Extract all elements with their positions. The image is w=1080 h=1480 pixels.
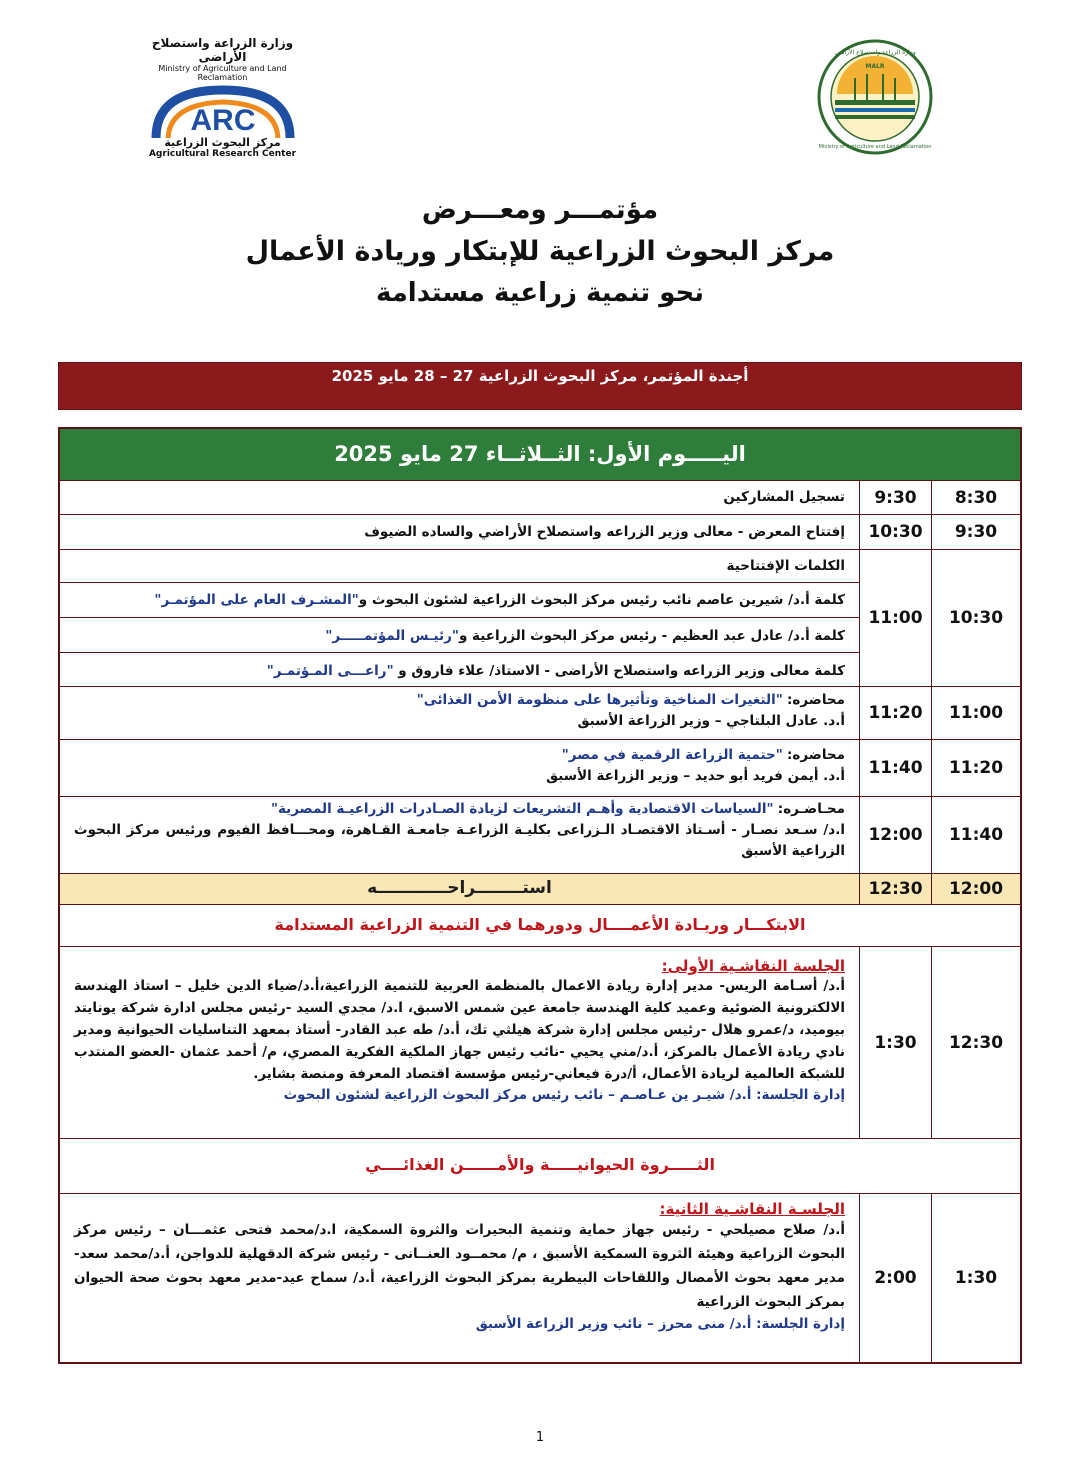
lecture-topic: "التغيرات المناخية وتأثيرها على منظومة الأمن الغذائى": [416, 692, 783, 708]
session-title: الجلسة النقاشـية الأولى:: [661, 957, 845, 975]
seal-ring-text-en: Ministry of Agriculture and Land Reclamation: [818, 144, 932, 150]
start-time: 1:30: [954, 1268, 998, 1288]
speech-role: "راعـــى المـؤتمـر": [266, 663, 394, 679]
speech-role: "المشـرف العام على المؤتمـر": [154, 592, 359, 608]
lecture-speaker: أ.د. عادل البلتاجي – وزير الزراعة الأسبق: [577, 713, 845, 729]
end-time: 12:30: [868, 879, 923, 899]
end-time: 12:00: [868, 825, 923, 845]
section-title: الابتكـــار وريـادة الأعمــــال ودورهما في التنمية الزراعية المستدامة: [274, 915, 806, 934]
end-time: 11:20: [868, 703, 923, 723]
speech-text: كلمة معالى وزير الزراعه واستصلاح الأراضى - الاستاذ/ علاء فاروق و: [393, 663, 845, 679]
session-title: الجلسـة النقاشـية الثانية:: [659, 1200, 845, 1218]
ministry-seal-icon: [805, 38, 945, 156]
lecture-topic: "حتمية الزراعة الرقمية في مصر": [561, 747, 783, 763]
title-line-3: نحو تنمية زراعية مستدامة: [375, 278, 705, 308]
speeches-heading: الكلمات الإفتتاحية: [726, 558, 845, 574]
speech-item: [60, 617, 859, 652]
start-time: 11:40: [948, 825, 1004, 845]
center-name-ar: مركز البحوث الزراعية: [164, 136, 281, 149]
table-row: [60, 686, 1020, 739]
table-row: [60, 873, 1020, 904]
speech-text: كلمة أ.د/ عادل عبد العظيم - رئيس مركز البحوث الزراعية و: [458, 628, 845, 644]
speech-text: كلمة أ.د/ شيرين عاصم نائب رئيس مركز البحوث الزراعية لشئون البحوث و: [358, 592, 845, 608]
arc-logo: [140, 36, 305, 159]
seal-center-text: MALR: [865, 63, 885, 70]
seal-ring-text: وزارة الزراعة واستصلاح الأراضى: [834, 49, 916, 56]
lecture-speaker: ا.د/ سـعد نصـار - أسـتاذ الاقتصـاد الـزراعى بكليـة الزراعـة جامعـة القـاهرة، ومحـــافظ الفيوم ورئيس مركز البحوث الزراعية الأسبق: [74, 822, 845, 859]
ministry-name-ar: وزارة الزراعة واستصلاح الأراضى: [151, 36, 294, 64]
table-row: [60, 739, 1020, 796]
row-description: إفتتاح المعرض - معالى وزير الزراعه واستصلاح الأراضي والساده الضيوف: [364, 524, 845, 540]
session-moderator: إدارة الجلسة: أ.د/ منى محرز – نائب وزير الزراعة الأسبق: [475, 1316, 845, 1332]
section-title: الثـــــروة الحيوانيـــــة والأمــــــن الغذائــــي: [365, 1155, 715, 1174]
start-time: 11:20: [948, 758, 1004, 778]
table-row: [60, 480, 1020, 514]
lecture-topic: "السياسات الاقتصادية وأهـم التشريعات لزيادة الصـادرات الزراعيـة المصرية": [270, 801, 774, 817]
title-line-1: مؤتمـــر ومعـــرض: [421, 195, 659, 225]
session-panelists: أ.د/ صلاح مصيلحي - رئيس جهاز حماية وتنمية البحيرات والثروة السمكية، ا.د/محمد فتحى عثمـــان – رئيس مركز البحوث الزراعية وهيئة الثروة السمكية الأسبق ، م/ محمــود العنــانى - رئيس شركة الدقهلية للدواجن، أ.د/محمد سعد-مدير معهد بحوث الأمصال واللقاحات البيطرية بمركز البحوث الزراعية، أ.د/ سماح عيد-مدير معهد بحوث صحة الحيوان بمركز البحوث الزراعية: [74, 1222, 845, 1310]
arc-mark-icon: [148, 84, 298, 142]
end-time: 11:40: [868, 758, 923, 778]
end-time: 10:30: [868, 522, 923, 542]
speech-item: [60, 582, 859, 617]
start-time: 12:30: [948, 1032, 1004, 1053]
break-label: استــــــــراحــــــــــــه: [367, 878, 552, 898]
agenda-banner-title: أجندة المؤتمر، مركز البحوث الزراعية 27 – 28 مايو 2025: [331, 367, 749, 385]
start-time: 11:00: [948, 703, 1004, 723]
end-time: 9:30: [874, 487, 917, 508]
table-row: [60, 946, 1020, 1138]
center-name-en: Agricultural Research Center: [148, 149, 297, 159]
speech-item: [60, 652, 859, 687]
page-number: 1: [535, 1430, 545, 1445]
end-time: 1:30: [874, 1032, 917, 1053]
start-time: 12:00: [948, 879, 1004, 899]
table-row: [60, 796, 1020, 873]
start-time: 9:30: [954, 522, 998, 542]
row-description: تسجيل المشاركين: [723, 489, 845, 505]
table-row: [60, 1193, 1020, 1362]
title-line-2: مركز البحوث الزراعية للإبتكار وريادة الأعمال: [245, 236, 835, 267]
day-one-header: اليـــــوم الأول: الثــلاثــاء 27 مايو 2025: [60, 429, 1020, 480]
schedule-table: [58, 427, 1022, 1364]
session-panelists: أ.د/ أسـامة الريس- مدير إدارة ريادة الاعمال بالمنظمة العربية للتنمية الزراعية،أ.د/ضياء الدين خليل – استاذ الهندسة الالكترونية الضوئية وعميد كلية الهندسة جامعة عين شمس الاسبق، ا.د/ مجدي السيد -رئيس مجلس ادارة شركة يونايتد بيوميد، د/عمرو هلال -رئيس مجلس إدارة شركة هيلثي تك، أ.د/ طه عبد القادر- أستاذ بمعهد التناسليات الحيوانية ومدير نادي ريادة الأعمال بالمركز، أ.د/مني يحيي -نائب رئيس جهاز الملكية الفكرية المصري، م/ أحمد عثمان -العضو المنتدب للشبكة العالمية لريادة الأعمال، أ/درة فيعاني-رئيس مؤسسة اقتصاد المعرفة ومنصة بشاير.: [74, 978, 845, 1082]
session-moderator: إدارة الجلسة: أ.د/ شيـر ين عـاصـم – نائب رئيس مركز البحوث الزراعية لشئون البحوث: [283, 1087, 845, 1103]
end-time: 11:00: [868, 608, 923, 628]
section-title-row: [60, 904, 1020, 946]
arc-mark-text: ARC: [190, 104, 255, 137]
start-time: 8:30: [954, 487, 998, 508]
end-time: 2:00: [874, 1268, 917, 1288]
table-row: [60, 514, 1020, 549]
ministry-name-en: Ministry of Agriculture and Land Reclamation: [158, 64, 287, 82]
conference-title: [0, 190, 1080, 312]
lecture-label: محاضره:: [787, 692, 845, 708]
agenda-banner: [58, 362, 1022, 410]
lecture-speaker: أ.د. أيمن فريد أبو حديد – وزير الزراعة الأسبق: [546, 768, 845, 784]
section-title-row: [60, 1138, 1020, 1193]
lecture-label: محاضره:: [787, 747, 845, 763]
start-time: 10:30: [948, 608, 1004, 628]
speech-role: "رئيـس المؤتمـــــر": [325, 628, 459, 644]
table-row: [60, 549, 1020, 686]
lecture-label: محـاضـره:: [777, 801, 845, 817]
